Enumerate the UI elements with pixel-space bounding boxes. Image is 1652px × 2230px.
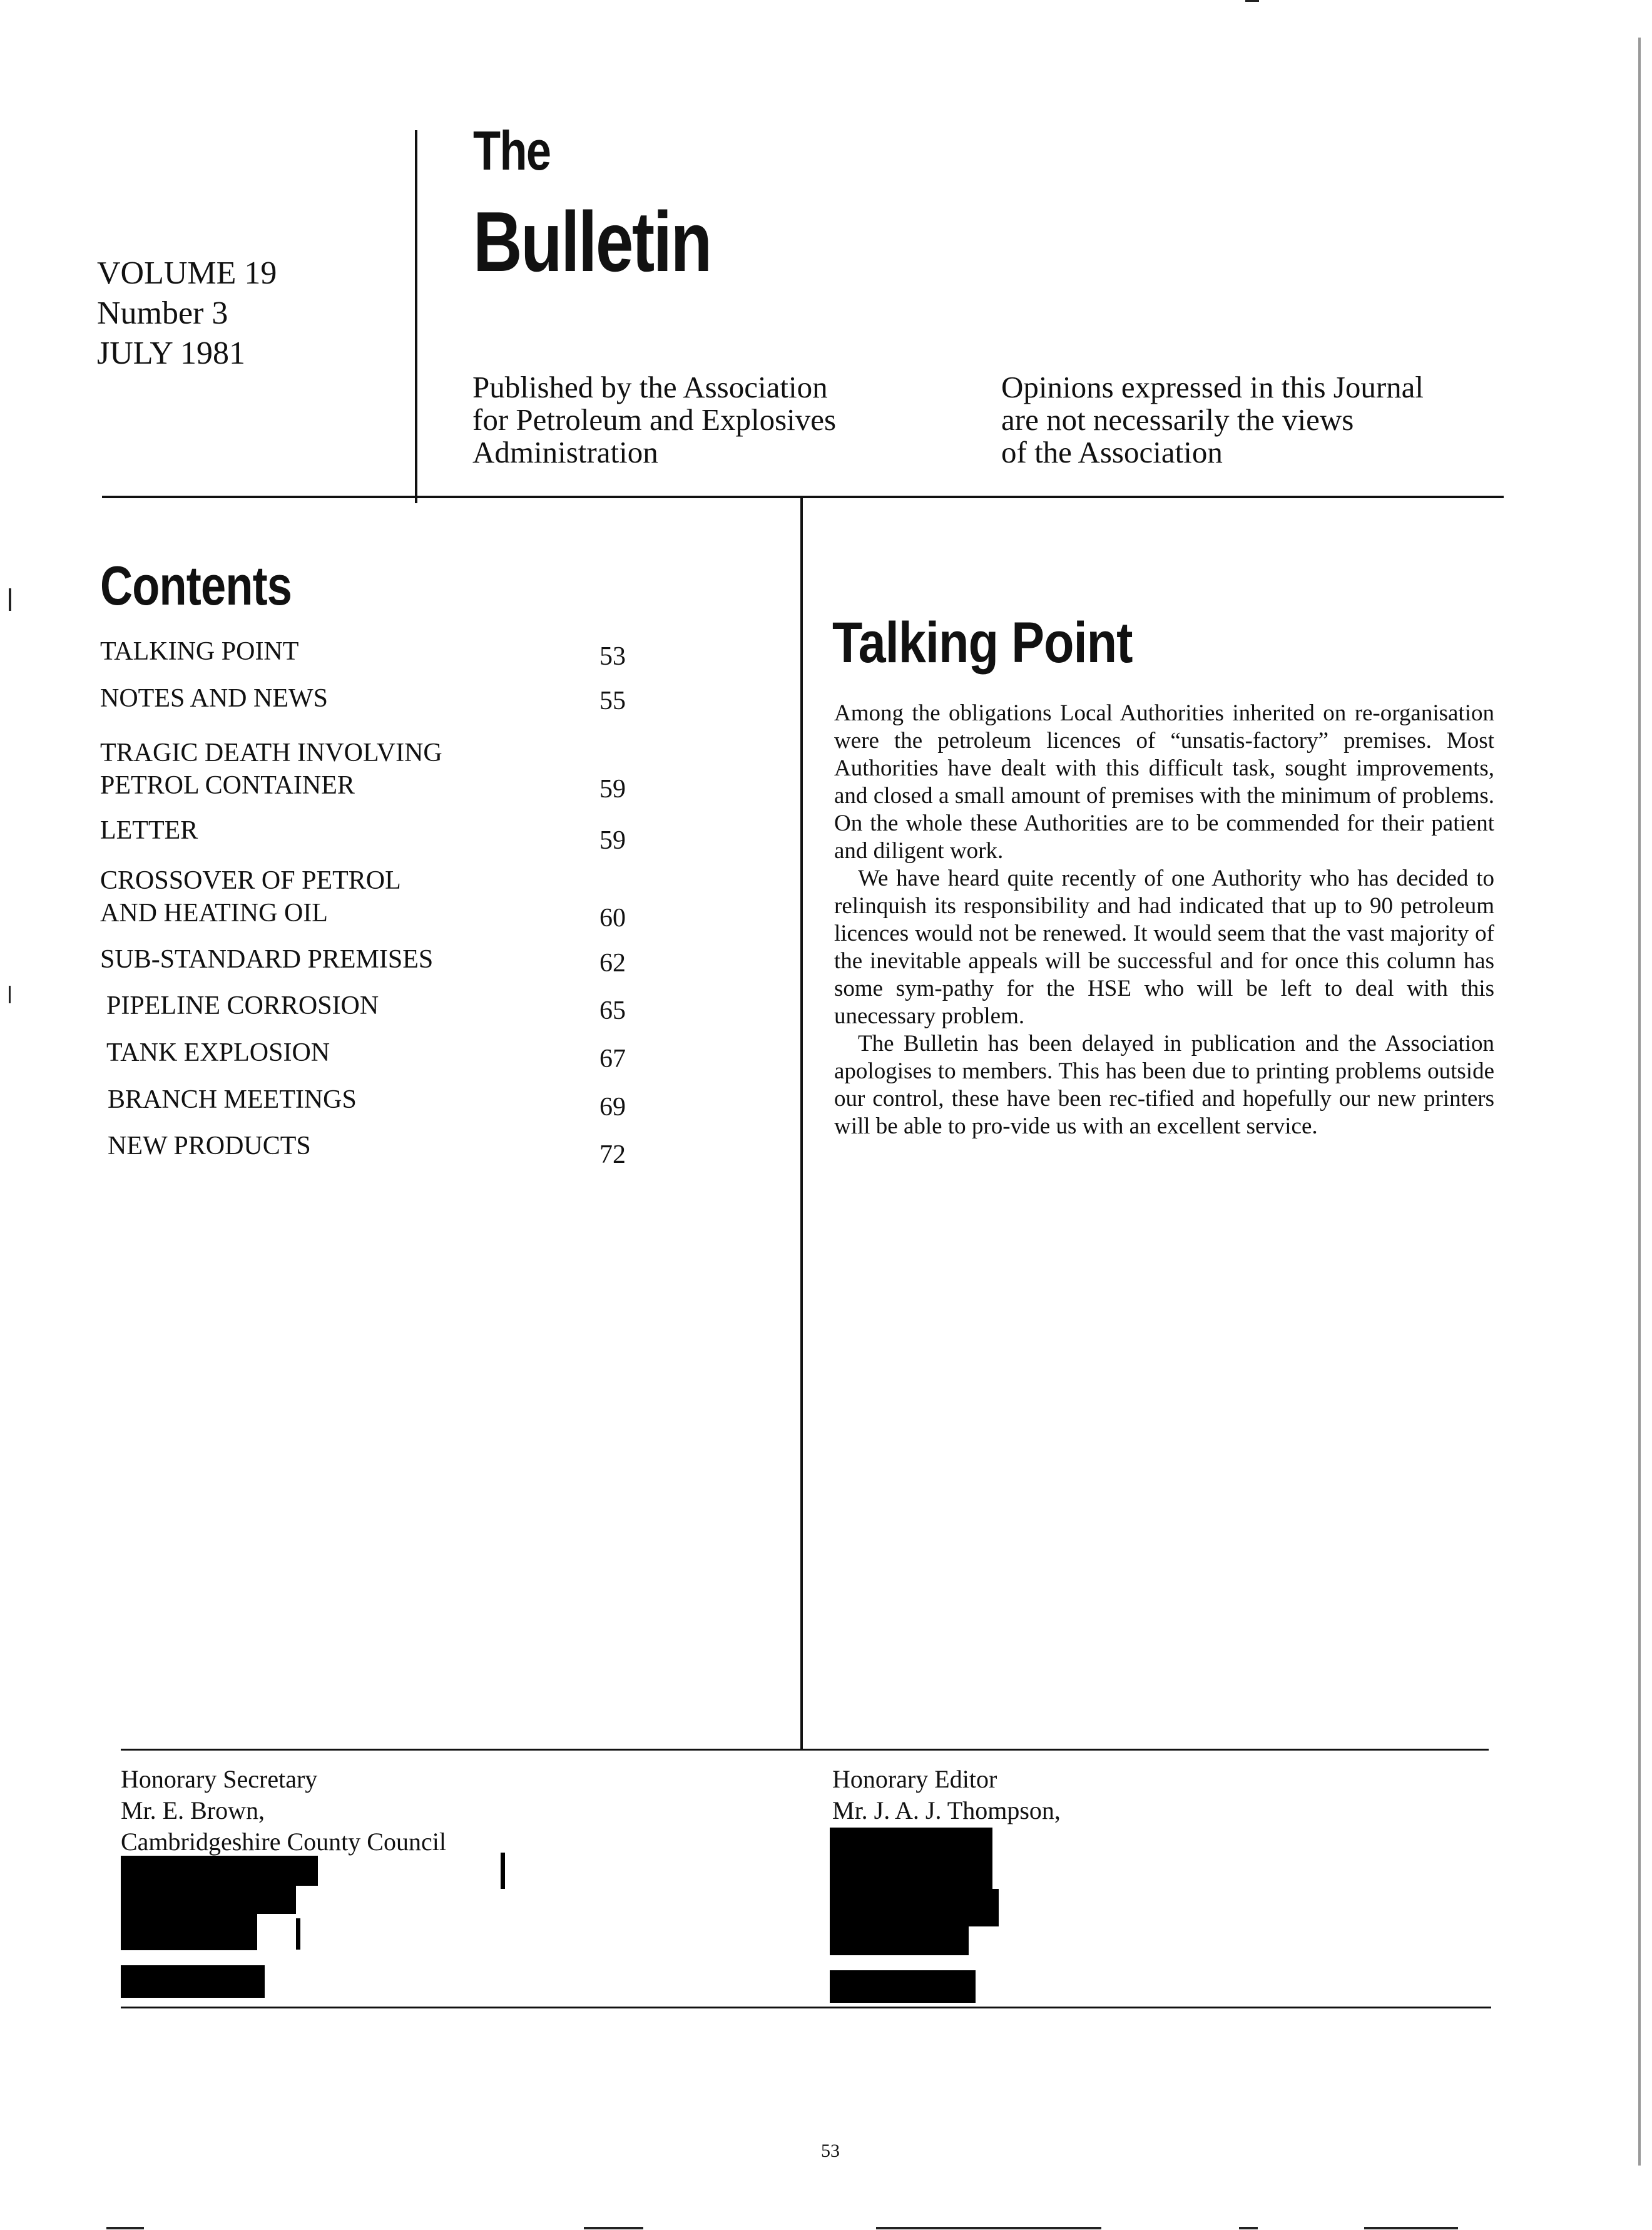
redaction-block xyxy=(121,1914,257,1950)
redaction-block xyxy=(830,1926,969,1955)
talking-point-heading: Talking Point xyxy=(832,611,1133,675)
toc-title: TRAGIC DEATH INVOLVING xyxy=(100,739,442,767)
scan-artifact xyxy=(876,2227,1101,2229)
table-of-contents xyxy=(100,635,638,1169)
paragraph: The Bulletin has been delayed in publication and the Association apologises to members. This has been due to printing problems outside our control, these have been rec-tified and hopefully our new printers will be able to pro-vide us with an excellent service. xyxy=(834,1031,1494,1139)
publisher-line: Published by the Association xyxy=(472,370,828,404)
toc-title: SUB-STANDARD PREMISES xyxy=(100,945,434,974)
toc-page: 59 xyxy=(599,826,626,855)
toc-page: 72 xyxy=(599,1140,626,1169)
toc-title: NOTES AND NEWS xyxy=(100,684,328,713)
publisher-line: for Petroleum and Explosives xyxy=(472,402,837,437)
date-label: JULY 1981 xyxy=(97,335,245,371)
masthead-rule xyxy=(102,496,1504,498)
editor-role: Honorary Editor xyxy=(832,1765,997,1793)
paragraph: We have heard quite recently of one Authority who has decided to relinquish its responsibility and had indicated that up to 90 petroleum licences would not be renewed. It would seem that the vast majority of the inevitable appeals will be successful and for once this column has some sym-pathy for the HSE who will be left to deal with this unecessary problem. xyxy=(834,866,1494,1029)
toc-item[interactable] xyxy=(100,635,638,671)
toc-page: 59 xyxy=(599,775,626,804)
redaction-mark xyxy=(501,1853,505,1889)
page-number: 53 xyxy=(821,2140,840,2161)
scan-artifact xyxy=(1245,0,1259,2)
toc-title: TANK EXPLOSION xyxy=(106,1038,330,1067)
toc-page: 65 xyxy=(599,996,626,1025)
toc-item[interactable] xyxy=(108,1130,646,1169)
toc-title: BRANCH MEETINGS xyxy=(108,1085,357,1114)
toc-page: 55 xyxy=(599,687,626,715)
secretary-name: Mr. E. Brown, xyxy=(121,1796,265,1824)
redaction-mark xyxy=(296,1918,300,1950)
publisher-statement xyxy=(472,371,836,469)
opinion-line: of the Association xyxy=(1001,435,1223,469)
toc-page: 60 xyxy=(599,904,626,933)
toc-item[interactable] xyxy=(100,737,638,802)
column-divider xyxy=(800,498,803,1749)
secretary-contact xyxy=(121,1764,446,1858)
scan-artifact xyxy=(9,986,11,1003)
scan-artifact xyxy=(1364,2227,1458,2229)
toc-page: 67 xyxy=(599,1045,626,1073)
redaction-block xyxy=(121,1886,296,1914)
toc-item[interactable] xyxy=(100,943,638,976)
toc-page: 53 xyxy=(599,642,626,671)
toc-item[interactable] xyxy=(106,1036,645,1073)
number-label: Number 3 xyxy=(97,295,228,331)
toc-title: AND HEATING OIL xyxy=(100,899,328,928)
scan-artifact xyxy=(106,2227,144,2229)
footer-top-rule xyxy=(121,1749,1489,1751)
opinion-line: Opinions expressed in this Journal xyxy=(1001,370,1424,404)
toc-item[interactable] xyxy=(108,1083,646,1122)
paragraph: Among the obligations Local Authorities inherited on re-organisation were the petroleum licences of “unsatis-factory” premises. Most Authorities have dealt with this difficult task, sought improvements, and closed a small amount of premises with the minimum of problems. On the whole these Authorities are to be commended for their patient and diligent work. xyxy=(834,700,1494,864)
volume-label: VOLUME 19 xyxy=(97,255,277,291)
publisher-line: Administration xyxy=(472,435,658,469)
scan-artifact xyxy=(584,2227,643,2229)
toc-item[interactable] xyxy=(106,990,645,1025)
redaction-block xyxy=(830,1889,999,1926)
contents-heading: Contents xyxy=(100,555,292,616)
scan-artifact xyxy=(1638,38,1641,2166)
toc-title: NEW PRODUCTS xyxy=(108,1132,311,1160)
secretary-org: Cambridgeshire County Council xyxy=(121,1828,446,1856)
opinion-line: are not necessarily the views xyxy=(1001,402,1354,437)
toc-title: TALKING POINT xyxy=(100,637,299,666)
redaction-block xyxy=(830,1970,976,2003)
scan-artifact xyxy=(1239,2227,1258,2229)
redaction-block xyxy=(121,1965,265,1998)
editor-name: Mr. J. A. J. Thompson, xyxy=(832,1796,1061,1824)
secretary-role: Honorary Secretary xyxy=(121,1765,318,1793)
toc-title: PETROL CONTAINER xyxy=(100,771,355,800)
issue-info xyxy=(97,253,277,374)
opinion-disclaimer xyxy=(1001,371,1424,469)
toc-page: 69 xyxy=(599,1093,626,1122)
masthead-title: Bulletin xyxy=(473,194,711,289)
toc-item[interactable] xyxy=(100,682,638,715)
talking-point-body xyxy=(834,700,1494,1140)
toc-page: 62 xyxy=(599,949,626,978)
masthead-divider xyxy=(415,130,417,503)
scan-artifact xyxy=(9,588,11,611)
toc-item[interactable] xyxy=(100,814,638,855)
footer-bottom-rule xyxy=(121,2007,1491,2008)
toc-title: CROSSOVER OF PETROL xyxy=(100,866,401,895)
toc-title: LETTER xyxy=(100,816,198,845)
toc-item[interactable] xyxy=(100,864,638,933)
editor-contact xyxy=(832,1764,1061,1826)
masthead-the: The xyxy=(473,120,551,182)
redaction-block xyxy=(121,1856,318,1886)
toc-title: PIPELINE CORROSION xyxy=(106,991,379,1020)
